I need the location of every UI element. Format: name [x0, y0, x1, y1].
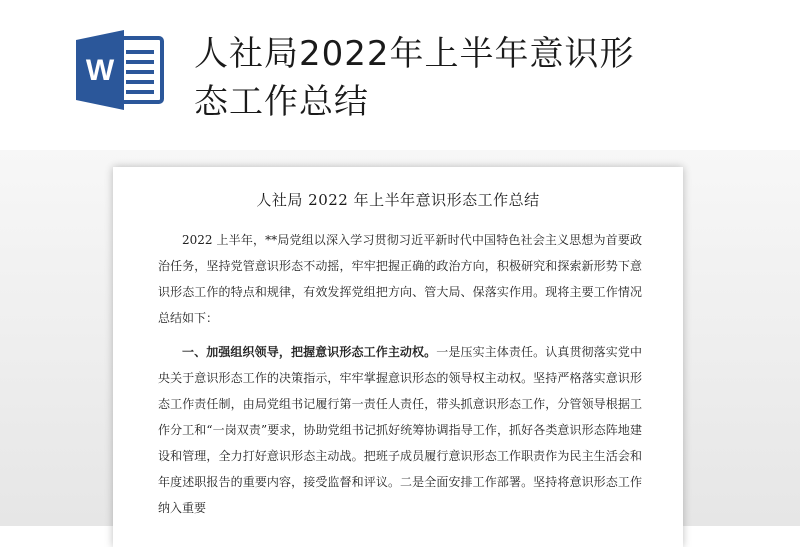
word-document-icon [74, 28, 166, 112]
banner [0, 0, 800, 160]
banner-title: 人社局2022年上半年意识形态工作总结 [194, 34, 635, 122]
word-icon-letter: W [85, 54, 115, 87]
section-1-paragraph [158, 339, 642, 521]
section-1-text: 一是压实主体责任。认真贯彻落实党中央关于意识形态工作的决策指示，牢牢掌握意识形态的领导权主动权。坚持严格落实意识形态工作责任制，由局党组书记履行第一责任人责任，带头抓意识形态工作，分管领导根据工作分工和“一岗双责”要求，协助党组书记抓好统筹协调指导工作，抓好各类意识形态阵地建设和管理，全力打好意识形态主动战。把班子成员履行意识形态工作职责作为民主生活会和年度述职报告的重要内容，接受监督和评议。二是全面安排工作部署。坚持将意识形态工作纳入重要 [158, 345, 642, 515]
document-page [113, 167, 683, 547]
intro-paragraph: 2022 上半年，**局党组以深入学习贯彻习近平新时代中国特色社会主义思想为首要政治任务，坚持党管意识形态不动摇，牢牢把握正确的政治方向，积极研究和探索新形势下意识形态工作的特点和规律，有效发挥党组把方向、管大局、保落实作用。现将主要工作情况总结如下： [158, 233, 642, 325]
document-body [158, 227, 642, 529]
section-1-heading: 一、加强组织领导，把握意识形态工作主动权。 [182, 345, 437, 359]
document-title: 人社局 2022 年上半年意识形态工作总结 [256, 191, 540, 209]
